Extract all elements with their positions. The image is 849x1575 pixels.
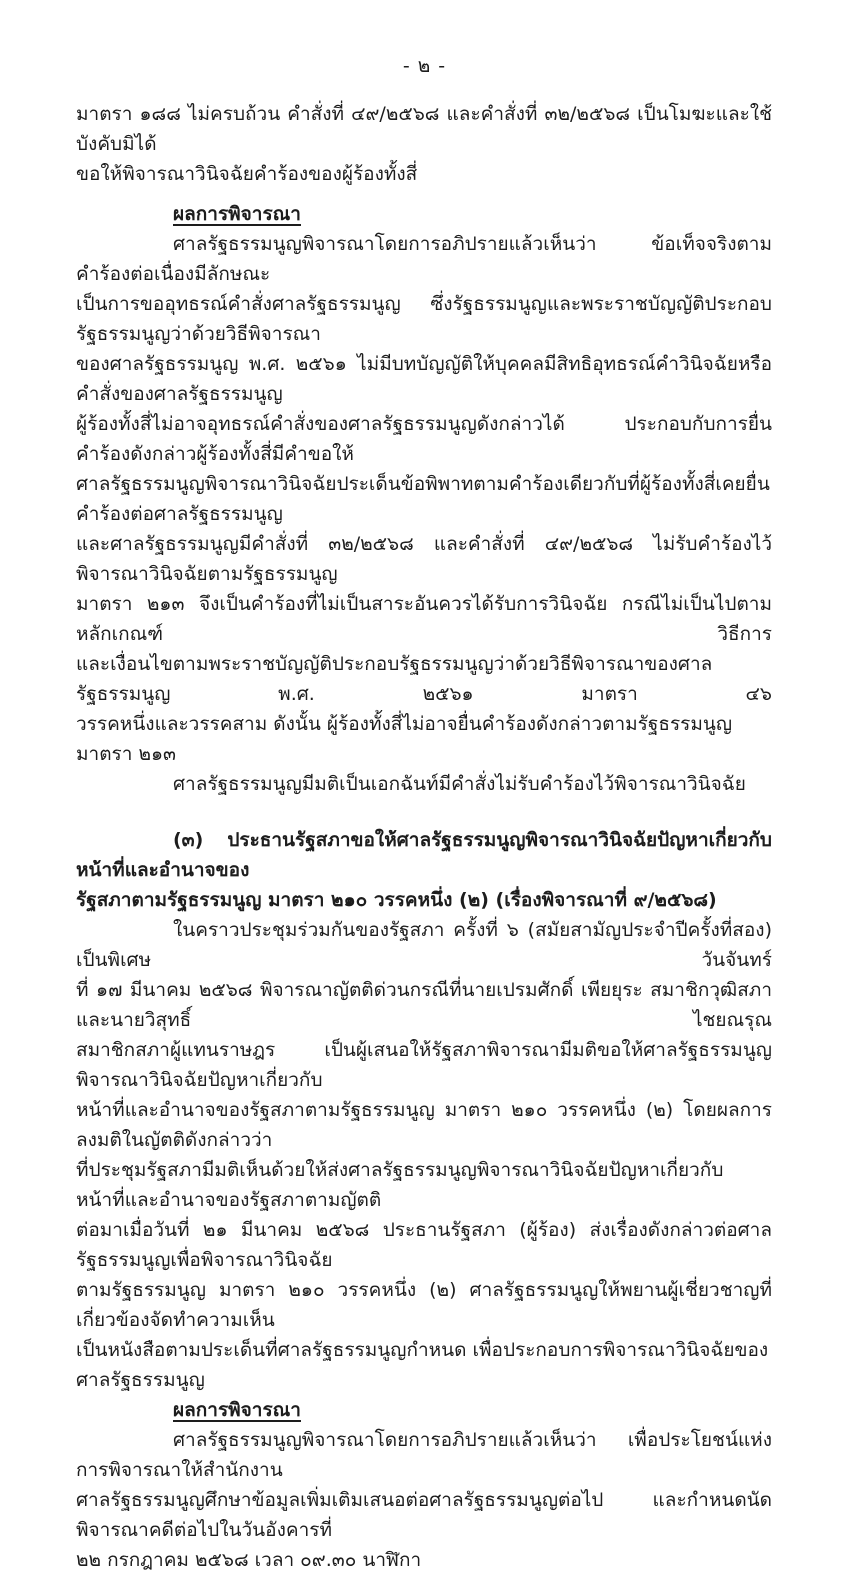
page-number: - ๒ - [402, 55, 447, 77]
paragraph-line: ผู้ร้องทั้งสี่ไม่อาจอุทธรณ์คำสั่งของศาลรัฐธรรมนูญดังกล่าวได้ ประกอบกับการยื่นคำร้องดังกล่าวผู้ร้องทั้งสี่มีคำขอให้ [76, 413, 772, 465]
result-heading-1-label: ผลการพิจารณา [173, 203, 301, 225]
paragraph-line: ศาลรัฐธรรมนูญพิจารณาวินิจฉัยประเด็นข้อพิพาทตามคำร้องเดียวกับที่ผู้ร้องทั้งสี่เคยยื่นคำร้องต่อศาลรัฐธรรมนูญ [76, 473, 770, 525]
result-heading-2-label: ผลการพิจารณา [173, 1399, 301, 1421]
paragraph-line: เป็นหนังสือตามประเด็นที่ศาลรัฐธรรมนูญกำหนด เพื่อประกอบการพิจารณาวินิจฉัยของศาลรัฐธรรมนูญ [76, 1339, 769, 1391]
intro-line: ขอให้พิจารณาวินิจฉัยคำร้องของผู้ร้องทั้งสี่ [76, 163, 418, 185]
paragraph-line: ที่ ๑๗ มีนาคม ๒๕๖๘ พิจารณาญัตติด่วนกรณีที่นายเปรมศักดิ์ เพียยุระ สมาชิกวุฒิสภา และนายวิสุทธิ์ ไชยณรุณ [76, 979, 772, 1031]
paragraph-line: ในคราวประชุมร่วมกันของรัฐสภา ครั้งที่ ๖ (สมัยสามัญประจำปีครั้งที่สอง) เป็นพิเศษ วันจันทร์ [76, 919, 772, 971]
paragraph-line: มาตรา ๒๑๓ จึงเป็นคำร้องที่ไม่เป็นสาระอันควรได้รับการวินิจฉัย กรณีไม่เป็นไปตามหลักเกณฑ์ วิธีการ [76, 593, 772, 645]
paragraph-line: ของศาลรัฐธรรมนูญ พ.ศ. ๒๕๖๑ ไม่มีบทบัญญัติให้บุคคลมีสิทธิอุทธรณ์คำวินิจฉัยหรือคำสั่งของศาลรัฐธรรมนูญ [76, 353, 772, 405]
paragraph-line: และเงื่อนไขตามพระราชบัญญัติประกอบรัฐธรรมนูญว่าด้วยวิธีพิจารณาของศาลรัฐธรรมนูญ พ.ศ. ๒๕๖๑ มาตรา ๔๖ [76, 653, 772, 705]
paragraph-line: และศาลรัฐธรรมนูญมีคำสั่งที่ ๓๒/๒๕๖๘ และคำสั่งที่ ๔๙/๒๕๖๘ ไม่รับคำร้องไว้พิจารณาวินิจฉัยตามรัฐธรรมนูญ [76, 533, 772, 585]
paragraph-line: เป็นการขออุทธรณ์คำสั่งศาลรัฐธรรมนูญ ซึ่งรัฐธรรมนูญและพระราชบัญญัติประกอบรัฐธรรมนูญว่าด้วยวิธีพิจารณา [76, 293, 772, 345]
paragraph-line: ศาลรัฐธรรมนูญพิจารณาโดยการอภิปรายแล้วเห็นว่า ข้อเท็จจริงตามคำร้องต่อเนื่องมีลักษณะ [76, 233, 772, 285]
section3-heading-line: (๓) ประธานรัฐสภาขอให้ศาลรัฐธรรมนูญพิจารณาวินิจฉัยปัญหาเกี่ยวกับหน้าที่และอำนาจของ [76, 829, 772, 881]
paragraph-line: ศาลรัฐธรรมนูญพิจารณาโดยการอภิปรายแล้วเห็นว่า เพื่อประโยชน์แห่งการพิจารณาให้สำนักงาน [76, 1429, 772, 1481]
paragraph-line: ตามรัฐธรรมนูญ มาตรา ๒๑๐ วรรคหนึ่ง (๒) ศาลรัฐธรรมนูญให้พยานผู้เชี่ยวชาญที่เกี่ยวข้องจัดทำความเห็น [76, 1279, 772, 1331]
paragraph-line: สมาชิกสภาผู้แทนราษฎร เป็นผู้เสนอให้รัฐสภาพิจารณามีมติขอให้ศาลรัฐธรรมนูญพิจารณาวินิจฉัยปัญหาเกี่ยวกับ [76, 1039, 772, 1091]
result-heading-1 [76, 199, 772, 229]
paragraph-line: ๒๒ กรกฎาคม ๒๕๖๘ เวลา ๐๙.๓๐ นาฬิกา [76, 1549, 422, 1571]
section3-heading-line: รัฐสภาตามรัฐธรรมนูญ มาตรา ๒๑๐ วรรคหนึ่ง (๒) (เรื่องพิจารณาที่ ๙/๒๕๖๘) [76, 889, 717, 911]
conclusion-line: ศาลรัฐธรรมนูญมีมติเป็นเอกฉันท์มีคำสั่งไม่รับคำร้องไว้พิจารณาวินิจฉัย [173, 773, 746, 795]
paragraph-line: ศาลรัฐธรรมนูญศึกษาข้อมูลเพิ่มเติมเสนอต่อศาลรัฐธรรมนูญต่อไป และกำหนดนัดพิจารณาคดีต่อไปในวันอังคารที่ [76, 1489, 772, 1541]
paragraph-line: หน้าที่และอำนาจของรัฐสภาตามรัฐธรรมนูญ มาตรา ๒๑๐ วรรคหนึ่ง (๒) โดยผลการลงมติในญัตติดังกล่าวว่า [76, 1099, 772, 1151]
document-body [76, 99, 772, 1575]
paragraph-line: ที่ประชุมรัฐสภามีมติเห็นด้วยให้ส่งศาลรัฐธรรมนูญพิจารณาวินิจฉัยปัญหาเกี่ยวกับหน้าที่และอำนาจของรัฐสภาตามญัตติ [76, 1159, 724, 1211]
intro-line: มาตรา ๑๘๘ ไม่ครบถ้วน คำสั่งที่ ๔๙/๒๕๖๘ และคำสั่งที่ ๓๒/๒๕๖๘ เป็นโมฆะและใช้บังคับมิได้ [76, 103, 772, 155]
paragraph-line: วรรคหนึ่งและวรรคสาม ดังนั้น ผู้ร้องทั้งสี่ไม่อาจยื่นคำร้องดังกล่าวตามรัฐธรรมนูญ มาตรา ๒๑๓ [76, 713, 733, 765]
paragraph-line: ต่อมาเมื่อวันที่ ๒๑ มีนาคม ๒๕๖๘ ประธานรัฐสภา (ผู้ร้อง) ส่งเรื่องดังกล่าวต่อศาลรัฐธรรมนูญเพื่อพิจารณาวินิจฉัย [76, 1219, 772, 1271]
result-heading-2 [76, 1395, 772, 1425]
